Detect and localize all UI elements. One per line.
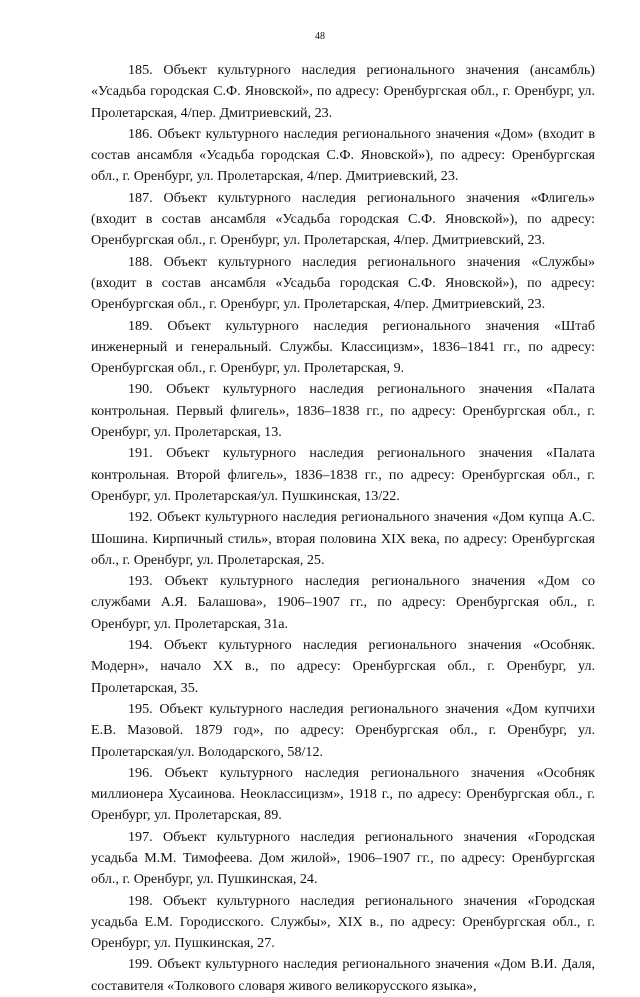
list-item: 186. Объект культурного наследия регионального значения «Дом» (входит в состав ансамбля «Усадьба городская С.Ф. Яновской»), по адресу: Оренбургская обл., г. Оренбург, ул. Пролетарская, 4/пер. Дмитриевский, 23. xyxy=(91,125,595,185)
list-item: 189. Объект культурного наследия регионального значения «Штаб инженерный и генеральный. Службы. Классицизм», 1836–1841 гг., по адресу: Оренбургская обл., г. Оренбург, ул. Пролетарская, 9. xyxy=(91,317,595,377)
page-number: 48 xyxy=(315,31,325,42)
list-item: 197. Объект культурного наследия регионального значения «Городская усадьба М.М. Тимофеева. Дом жилой», 1906–1907 гг., по адресу: Оренбургская обл., г. Оренбург, ул. Пушкинская, 24. xyxy=(91,828,595,888)
list-item: 188. Объект культурного наследия регионального значения «Службы» (входит в состав ансамбля «Усадьба городская С.Ф. Яновской»), по адресу: Оренбургская обл., г. Оренбург, ул. Пролетарская, 4/пер. Дмитриевский, 23. xyxy=(91,253,595,313)
list-item: 196. Объект культурного наследия регионального значения «Особняк миллионера Хусаинова. Неоклассицизм», 1918 г., по адресу: Оренбургская обл., г. Оренбург, ул. Пролетарская, 89. xyxy=(91,764,595,824)
list-item: 191. Объект культурного наследия регионального значения «Палата контрольная. Второй флигель», 1836–1838 гг., по адресу: Оренбургская обл., г. Оренбург, ул. Пролетарская/ул. Пушкинская, 13/22. xyxy=(91,445,595,504)
list-item: 195. Объект культурного наследия регионального значения «Дом купчихи Е.В. Мазовой. 1879 год», по адресу: Оренбургская обл., г. Оренбург, ул. Пролетарская/ул. Володарского, 58/12. xyxy=(91,700,595,760)
list-item: 198. Объект культурного наследия регионального значения «Городская усадьба Е.М. Городисского. Службы», XIX в., по адресу: Оренбургская обл., г. Оренбург, ул. Пушкинская, 27. xyxy=(91,892,595,952)
heritage-object-list xyxy=(91,60,595,997)
list-item: 192. Объект культурного наследия регионального значения «Дом купца А.С. Шошина. Кирпичный стиль», вторая половина XIX века, по адресу: Оренбургская обл., г. Оренбург, ул. Пролетарская, 25. xyxy=(91,509,595,568)
list-item: 190. Объект культурного наследия регионального значения «Палата контрольная. Первый флигель», 1836–1838 гг., по адресу: Оренбургская обл., г. Оренбург, ул. Пролетарская, 13. xyxy=(91,381,595,441)
list-item: 194. Объект культурного наследия регионального значения «Особняк. Модерн», начало XX в., по адресу: Оренбургская обл., г. Оренбург, ул. Пролетарская, 35. xyxy=(91,637,595,696)
list-item: 193. Объект культурного наследия регионального значения «Дом со службами А.Я. Балашова», 1906–1907 гг., по адресу: Оренбургская обл., г. Оренбург, ул. Пролетарская, 31а. xyxy=(91,573,595,632)
list-item: 187. Объект культурного наследия регионального значения «Флигель» (входит в состав ансамбля «Усадьба городская С.Ф. Яновской»), по адресу: Оренбургская обл., г. Оренбург, ул. Пролетарская, 4/пер. Дмитриевский, 23. xyxy=(91,189,595,249)
list-item: 199. Объект культурного наследия регионального значения «Дом В.И. Даля, составителя «Толкового словаря живого великорусского языка», xyxy=(91,956,595,994)
list-item: 185. Объект культурного наследия регионального значения (ансамбль) «Усадьба городская С.Ф. Яновской», по адресу: Оренбургская обл., г. Оренбург, ул. Пролетарская, 4/пер. Дмитриевский, 23. xyxy=(91,62,595,121)
